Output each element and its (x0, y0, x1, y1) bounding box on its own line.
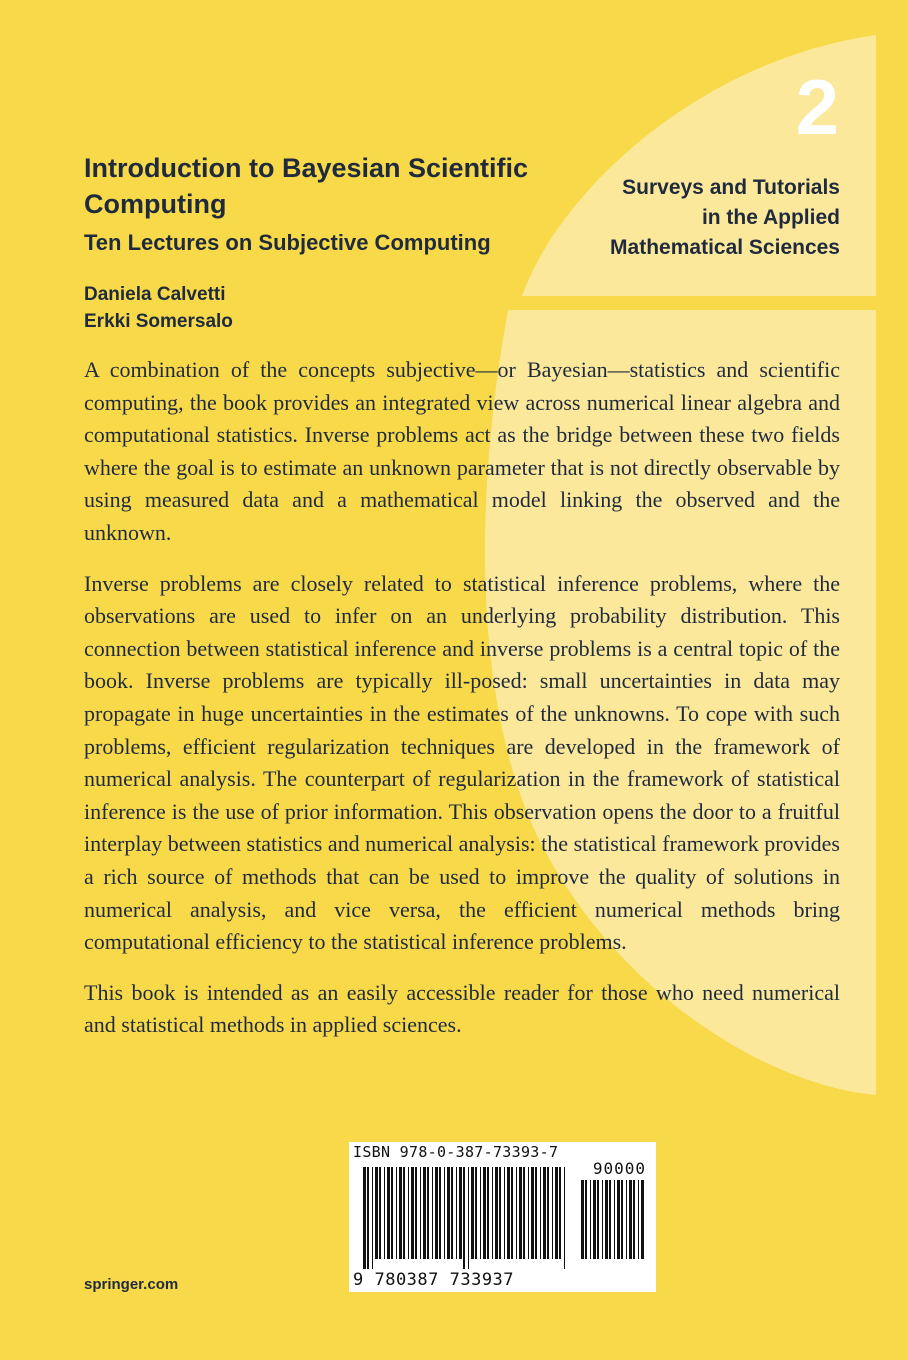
barcode-bar (367, 1167, 369, 1269)
barcode-bar (379, 1167, 381, 1259)
barcode-bar (609, 1180, 611, 1259)
barcode-bar (471, 1167, 474, 1259)
barcode-bar (363, 1167, 366, 1269)
barcode-bar (403, 1167, 405, 1259)
barcode-bar (408, 1167, 409, 1259)
barcode-bar (480, 1167, 481, 1259)
barcode-bar (463, 1167, 465, 1269)
series-title (540, 173, 840, 263)
barcode-bar (459, 1167, 462, 1259)
barcode-bar (495, 1167, 498, 1259)
barcode-bar (528, 1167, 529, 1259)
barcode-bar (621, 1180, 623, 1259)
barcode-bar (456, 1167, 457, 1259)
barcode-bar (585, 1180, 587, 1259)
barcode-bar (415, 1167, 417, 1259)
series-title-line-1: Surveys and Tutorials (622, 176, 840, 199)
barcode-bar (399, 1167, 402, 1259)
barcode-bar (420, 1167, 421, 1259)
barcode-bar (638, 1180, 639, 1259)
barcode-bar (602, 1180, 603, 1259)
blurb-paragraph-1: A combination of the concepts subjective—or Bayesian—statistics and scientific computing, the book provides an integrated view across numerical linear algebra and computational statistics. Inverse problems act as the bridge between these two fields where the goal is to estimate an unknown parameter that is not directly observable by using measured data and a mathematical model linking the observed and the unknown. (84, 357, 840, 545)
barcode-bar (432, 1167, 433, 1259)
barcode-bar (543, 1167, 546, 1259)
barcode-bar (629, 1180, 632, 1259)
barcode-bar (559, 1167, 561, 1259)
barcode-bar (547, 1167, 549, 1259)
barcode-bar (423, 1167, 426, 1259)
barcode-bar (552, 1167, 553, 1259)
barcode-bar (617, 1180, 620, 1259)
publisher-website: springer.com (84, 1276, 179, 1293)
author-1: Daniela Calvetti (84, 284, 226, 305)
price-code: 90000 (592, 1159, 646, 1178)
barcode-bar (439, 1167, 441, 1259)
barcode-bar (626, 1180, 627, 1259)
barcode-bar (411, 1167, 414, 1259)
barcode-bar (384, 1167, 385, 1259)
blurb-paragraph-3: This book is intended as an easily accessible reader for those who need numerical and statistical methods in applied sciences. (84, 979, 840, 1038)
barcode-bar (483, 1167, 486, 1259)
book-title: Introduction to Bayesian Scientific Computing (84, 153, 529, 219)
back-cover-blurb (84, 354, 840, 1060)
isbn-barcode (349, 1142, 656, 1292)
barcode-bar (444, 1167, 445, 1259)
barcode-bar (614, 1180, 615, 1259)
barcode-bar (427, 1167, 429, 1259)
barcode-bar (372, 1167, 373, 1269)
barcode-bar (499, 1167, 501, 1259)
blurb-paragraph-2: Inverse problems are closely related to statistical inference problems, where the observations are used to infer on an underlying probability distribution. This connection between statistical inference and inverse problems is a central topic of the book. Inverse problems are typically ill-posed: small uncertainties in data may propagate in huge uncertainties in the estimates of the unknowns. To cope with such problems, efficient regularization techniques are developed in the framework of numerical analysis. The counterpart of regularization in the framework of statistical inference is the use of prior information. This observation opens the door to a fruitful interplay between statistics and numerical analysis: the statistical framework provides a rich source of methods that can be used to improve the quality of solutions in numerical analysis, and vice versa, the efficient numerical methods bring computational efficiency to the statistical inference problems. (84, 570, 840, 955)
barcode-bar (581, 1180, 584, 1259)
barcode-bar (516, 1167, 517, 1259)
barcode-bar (605, 1180, 608, 1259)
barcode-bar (555, 1167, 558, 1259)
isbn-text: ISBN 978-0-387-73393-7 (353, 1143, 559, 1161)
barcode-bar (633, 1180, 635, 1259)
barcode-bar (519, 1167, 522, 1259)
barcode-bar (531, 1167, 534, 1259)
barcode-bar (540, 1167, 541, 1259)
barcode-bar (391, 1167, 393, 1259)
barcode-bar (504, 1167, 505, 1259)
authors (84, 281, 233, 335)
barcode-bar (641, 1180, 644, 1259)
barcode-bar (597, 1180, 599, 1259)
barcode-bar (451, 1167, 453, 1259)
series-title-line-3: Mathematical Sciences (610, 236, 840, 259)
barcode-bar (487, 1167, 489, 1259)
barcode-bar (511, 1167, 513, 1259)
barcode-bar (590, 1180, 591, 1259)
barcode-bar (387, 1167, 390, 1259)
book-subtitle: Ten Lectures on Subjective Computing (84, 230, 491, 255)
barcode-bar (507, 1167, 510, 1259)
barcode-bar (492, 1167, 493, 1259)
barcode-bar (468, 1167, 469, 1269)
barcode-digits: 9 780387 733937 (353, 1270, 515, 1290)
series-title-line-2: in the Applied (701, 206, 840, 229)
author-2: Erkki Somersalo (84, 311, 233, 332)
barcode-bar (396, 1167, 397, 1259)
barcode-bar (535, 1167, 537, 1259)
barcode-bar (564, 1167, 565, 1269)
barcode-bar (593, 1180, 596, 1259)
barcode-bar (375, 1167, 378, 1259)
barcode-bars-main (363, 1167, 569, 1269)
barcode-bars-addon (581, 1180, 647, 1269)
barcode-bar (435, 1167, 438, 1259)
barcode-bar (475, 1167, 477, 1259)
series-number: 2 (795, 63, 839, 151)
barcode-bar (523, 1167, 525, 1259)
barcode-bar (447, 1167, 450, 1259)
